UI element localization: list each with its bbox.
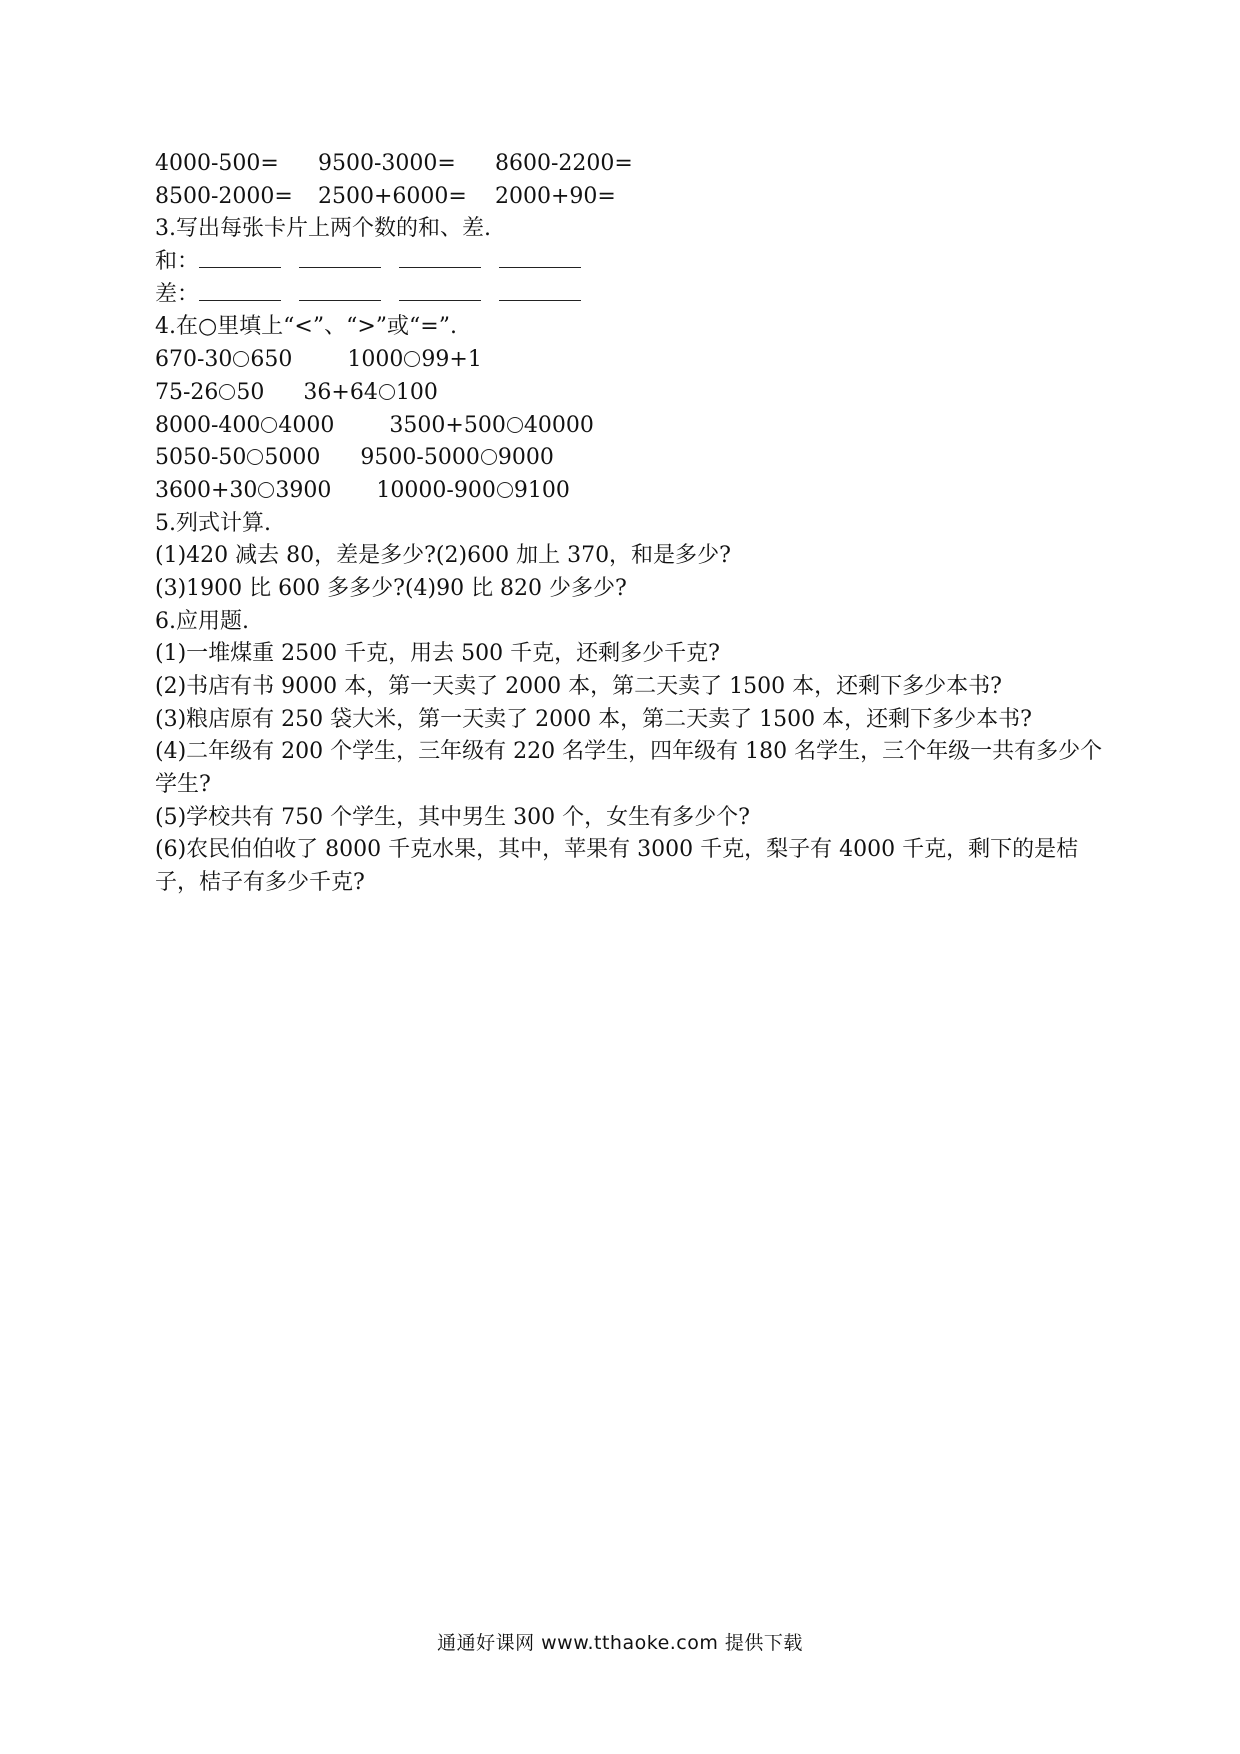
comparison-left: 10000-900: [376, 477, 496, 503]
comparison-row: [155, 442, 1115, 475]
answer-blank[interactable]: [199, 282, 281, 301]
answer-blank[interactable]: [499, 282, 581, 301]
q6-item-5: (5)学校共有 750 个学生，其中男生 300 个，女生有多少个?: [155, 804, 750, 830]
comparison-item: [155, 475, 331, 508]
q6-item-2: (2)书店有书 9000 本，第一天卖了 2000 本，第二天卖了 1500 本，还剩下多少本书?: [155, 674, 1002, 699]
comparison-left: 3500+500: [389, 412, 506, 438]
answer-blank[interactable]: [499, 249, 581, 268]
answer-blank[interactable]: [399, 282, 481, 301]
compare-circle-blank[interactable]: [497, 482, 513, 498]
q6-item-4: (4)二年级有 200 个学生，三年级有 220 名学生，四年级有 180 名学生，三个年级一共有多少个学生?: [155, 739, 1103, 798]
comparison-item: [303, 377, 437, 410]
comparison-right: 100: [395, 379, 438, 405]
comparison-left: 8000-400: [155, 412, 261, 438]
comparison-row: [155, 344, 1115, 377]
q6-item-6: (6)农民伯伯收了 8000 千克水果，其中，苹果有 3000 千克，梨子有 4000 千克，剩下的是桔子，桔子有多少千克?: [155, 837, 1079, 896]
comparison-right: 5000: [264, 445, 321, 471]
compare-circle-blank[interactable]: [233, 351, 249, 367]
comparison-left: 75-26: [155, 379, 219, 405]
calc-item: 4000-500=: [155, 151, 279, 176]
comparison-item: [155, 410, 334, 443]
comparison-item: [155, 344, 292, 377]
q6-item-1: (1)一堆煤重 2500 千克，用去 500 千克，还剩多少千克?: [155, 641, 720, 667]
answer-blank[interactable]: [299, 249, 381, 268]
worksheet-content: [155, 148, 1115, 900]
comparison-right: 4000: [278, 412, 335, 438]
comparison-left: 3600+30: [155, 477, 258, 503]
comparison-item: [376, 475, 569, 508]
calc-item: 8500-2000=: [155, 183, 293, 209]
comparison-list: [155, 344, 1115, 507]
question-3-heading: 3.写出每张卡片上两个数的和、差.: [155, 216, 491, 242]
compare-circle-blank[interactable]: [404, 351, 420, 367]
compare-circle-blank[interactable]: [258, 482, 274, 498]
calc-row-1: [155, 148, 1115, 181]
question-5-heading: 5.列式计算.: [155, 510, 271, 536]
q5-line-1: (1)420 减去 80，差是多少?(2)600 加上 370，和是多少?: [155, 543, 731, 569]
comparison-right: 9100: [513, 477, 570, 503]
q6-item-3: (3)粮店原有 250 袋大米，第一天卖了 2000 本，第二天卖了 1500 本，还剩下多少本书?: [155, 706, 1032, 732]
comparison-item: [155, 442, 320, 475]
comparison-left: 5050-50: [155, 445, 247, 471]
question-6-heading: 6.应用题.: [155, 608, 249, 634]
calc-item: 2000+90=: [495, 183, 616, 209]
comparison-row: [155, 410, 1115, 443]
compare-circle-blank[interactable]: [219, 384, 235, 400]
comparison-right: 50: [236, 379, 265, 405]
comparison-item: [360, 442, 553, 475]
sum-blanks-row: [155, 246, 1115, 279]
comparison-left: 670-30: [155, 347, 233, 373]
comparison-left: 9500-5000: [360, 445, 480, 471]
comparison-item: [155, 377, 264, 410]
footer-credit: 通通好课网 www.tthaoke.com 提供下载: [437, 1632, 803, 1654]
compare-circle-blank[interactable]: [507, 417, 523, 433]
calc-item: 2500+6000=: [318, 183, 467, 209]
comparison-right: 40000: [523, 412, 594, 438]
comparison-left: 1000: [347, 347, 404, 373]
compare-circle-blank[interactable]: [379, 384, 395, 400]
comparison-row: [155, 377, 1115, 410]
comparison-right: 650: [250, 347, 293, 373]
comparison-item: [389, 410, 593, 443]
answer-blank[interactable]: [199, 249, 281, 268]
comparison-right: 9000: [497, 445, 554, 471]
calc-item: 9500-3000=: [318, 151, 456, 176]
compare-circle-blank[interactable]: [261, 417, 277, 433]
calc-item: 8600-2200=: [495, 151, 633, 176]
compare-circle-blank[interactable]: [481, 449, 497, 465]
diff-label: 差：: [155, 281, 200, 307]
q5-line-2: (3)1900 比 600 多多少?(4)90 比 820 少多少?: [155, 575, 627, 601]
question-4-heading: 4.在○里填上“<”、“>”或“=”.: [155, 314, 457, 340]
diff-blanks-row: [155, 279, 1115, 312]
compare-circle-blank[interactable]: [247, 449, 263, 465]
answer-blank[interactable]: [399, 249, 481, 268]
comparison-row: [155, 475, 1115, 508]
comparison-right: 3900: [275, 477, 332, 503]
sum-label: 和：: [155, 249, 200, 275]
comparison-right: 99+1: [421, 347, 482, 373]
calc-row-2: [155, 181, 1115, 214]
comparison-left: 36+64: [303, 379, 378, 405]
comparison-item: [347, 344, 481, 377]
answer-blank[interactable]: [299, 282, 381, 301]
